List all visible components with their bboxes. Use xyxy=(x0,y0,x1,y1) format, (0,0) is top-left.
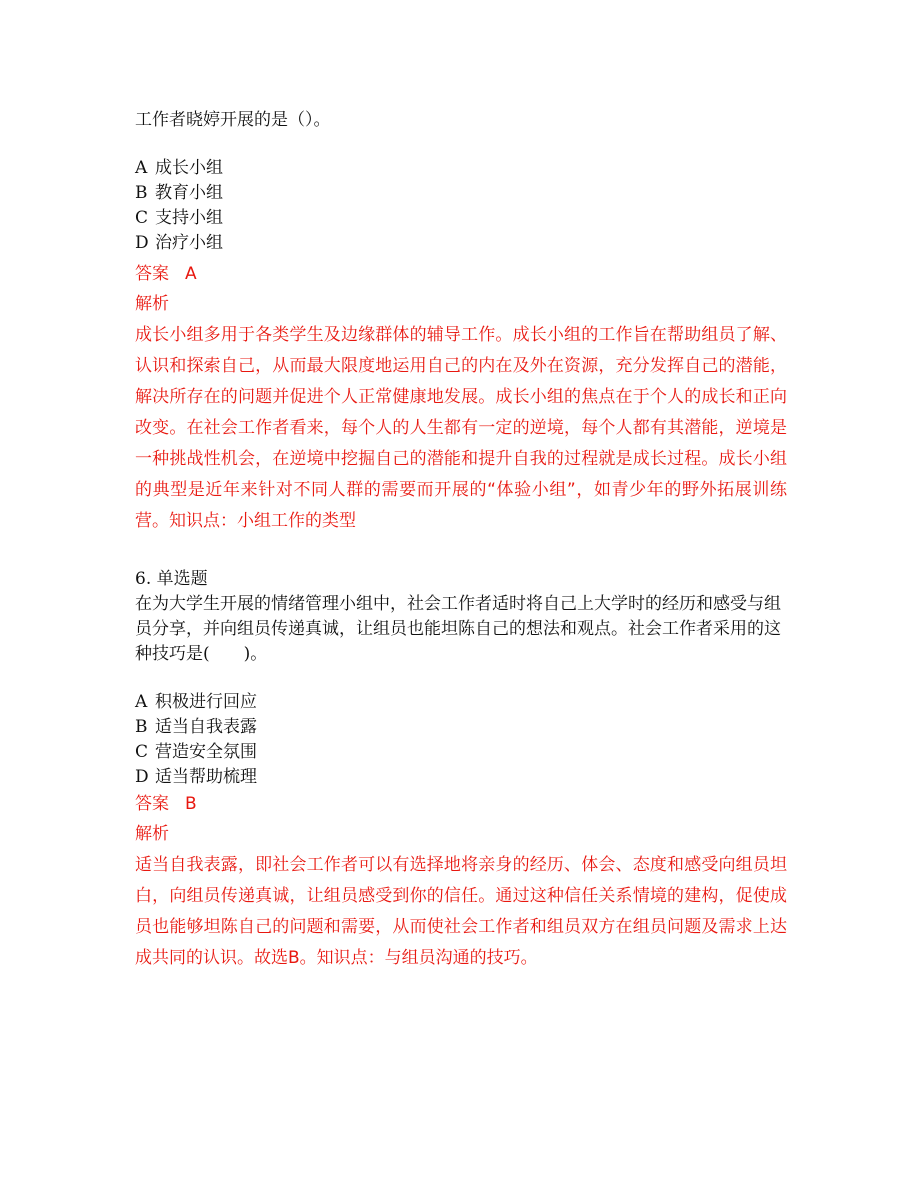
q5-explanation: 成长小组多用于各类学生及边缘群体的辅导工作。成长小组的工作旨在帮助组员了解、认识和探索自己，从而最大限度地运用自己的内在及外在资源，充分发挥自己的潜能，解决所存在的问题并促进个人正常健康地发展。成长小组的焦点在于个人的成长和正向改变。在社会工作者看来，每个人的人生都有一定的逆境，每个人都有其潜能，逆境是一种挑战性机会，在逆境中挖掘自己的潜能和提升自我的过程就是成长过程。成长小组的典型是近年来针对不同人群的需要而开展的“体验小组”，如青少年的野外拓展训练营。知识点：小组工作的类型 xyxy=(135,325,787,531)
option-text: 适当自我表露 xyxy=(155,717,257,737)
q6-answer xyxy=(135,792,197,817)
option-letter: C xyxy=(135,208,149,228)
q6-option-c xyxy=(135,740,257,765)
option-letter: B xyxy=(135,717,148,737)
option-text: 积极进行回应 xyxy=(155,692,257,712)
q6-stem: 在为大学生开展的情绪管理小组中，社会工作者适时将自己上大学时的经历和感受与组员分享，并向组员传递真诚，让组员也能坦陈自己的想法和观点。社会工作者采用的这种技巧是( )。 xyxy=(135,594,781,664)
option-letter: D xyxy=(135,233,149,253)
answer-value: A xyxy=(185,264,197,284)
answer-label: 答案 xyxy=(135,794,169,814)
option-text: 营造安全氛围 xyxy=(155,742,257,762)
q5-stem-tail: 工作者晓婷开展的是（）。 xyxy=(135,110,331,130)
q6-option-d xyxy=(135,765,257,790)
option-letter: A xyxy=(135,692,148,712)
q6-explanation: 适当自我表露，即社会工作者可以有选择地将亲身的经历、体会、态度和感受向组员坦白，向组员传递真诚，让组员感受到你的信任。通过这种信任关系情境的建构，促使成员也能够坦陈自己的问题和需要，从而使社会工作者和组员双方在组员问题及需求上达成共同的认识。故选B。知识点：与组员沟通的技巧。 xyxy=(135,855,787,968)
q5-option-c xyxy=(135,206,223,231)
option-letter: B xyxy=(135,183,148,203)
option-text: 适当帮助梳理 xyxy=(155,767,257,787)
q5-explanation-label: 解析 xyxy=(135,294,169,314)
answer-value: B xyxy=(185,794,197,814)
q5-option-b xyxy=(135,181,223,206)
option-text: 支持小组 xyxy=(155,208,223,228)
option-letter: C xyxy=(135,742,149,762)
answer-label: 答案 xyxy=(135,264,169,284)
q6-number: 6. 单选题 xyxy=(135,569,208,589)
q5-option-d xyxy=(135,231,223,256)
option-text: 教育小组 xyxy=(155,183,223,203)
q5-answer xyxy=(135,262,197,287)
option-text: 成长小组 xyxy=(155,158,223,178)
q6-explanation-label: 解析 xyxy=(135,824,169,844)
option-letter: A xyxy=(135,158,148,178)
option-letter: D xyxy=(135,767,149,787)
q6-option-a xyxy=(135,690,257,715)
q5-option-a xyxy=(135,156,223,181)
q6-option-b xyxy=(135,715,257,740)
option-text: 治疗小组 xyxy=(155,233,223,253)
